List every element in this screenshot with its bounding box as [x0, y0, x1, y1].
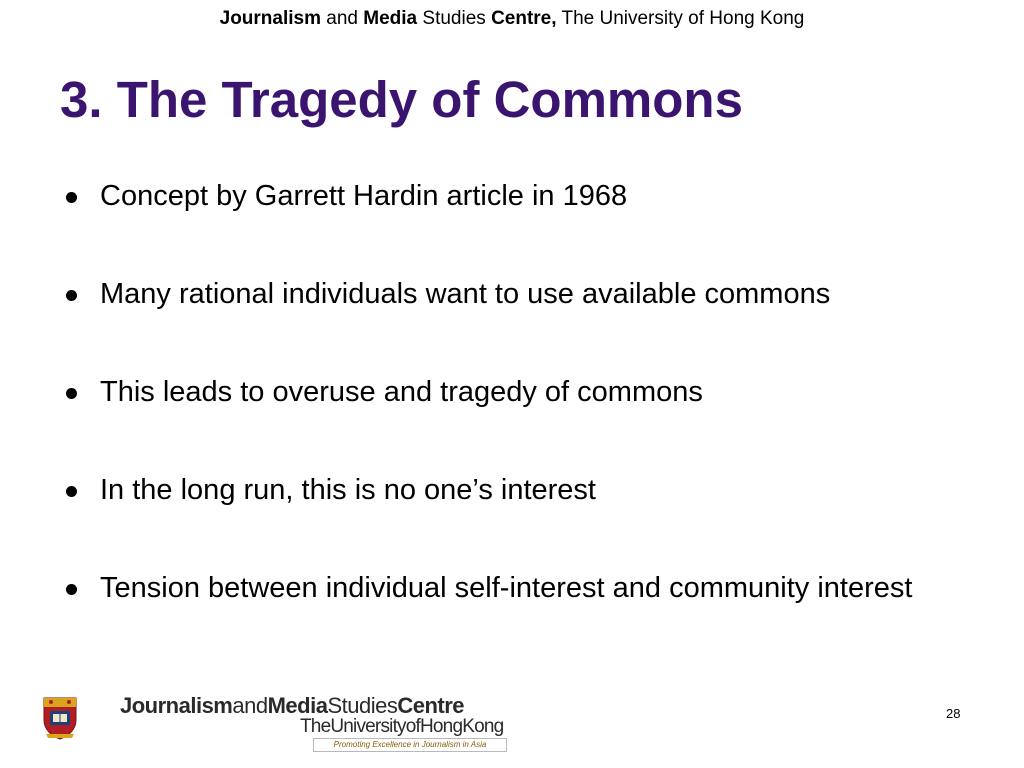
logo-part: Journalism [120, 693, 233, 718]
header-part: and [321, 8, 364, 29]
bullet-item [60, 568, 980, 666]
bullet-item [60, 470, 980, 568]
header-part: Studies [417, 8, 492, 29]
university-name: TheUniversityofHongKong [300, 716, 504, 737]
logo-part: Centre [397, 693, 465, 718]
bullet-dot-icon [66, 290, 77, 301]
header-part: Media [363, 8, 418, 29]
logo-part: and [232, 693, 268, 718]
bullet-dot-icon [66, 192, 77, 203]
header-part: The University of Hong Kong [556, 8, 805, 29]
slide-header [0, 8, 1024, 30]
bullet-dot-icon [66, 584, 77, 595]
university-crest-icon [42, 696, 78, 740]
bullet-text: In the long run, this is no one’s interest [100, 474, 596, 506]
bullet-text: Many rational individuals want to use available commons [100, 278, 831, 310]
bullet-list [60, 176, 980, 666]
bullet-text: This leads to overuse and tragedy of commons [100, 376, 703, 408]
logo-part: Studies [327, 693, 398, 718]
bullet-item [60, 274, 980, 372]
bullet-text: Tension between individual self-interest and community interest [100, 572, 913, 604]
bullet-item [60, 372, 980, 470]
page-number: 28 [946, 706, 961, 721]
bullet-dot-icon [66, 388, 77, 399]
slide-footer [0, 690, 1024, 768]
header-part: Journalism [219, 8, 321, 29]
bullet-item [60, 176, 980, 274]
logo-tagline: Promoting Excellence in Journalism in Asia [313, 738, 507, 752]
header-part: Centre, [491, 8, 557, 29]
bullet-text: Concept by Garrett Hardin article in 1968 [100, 180, 628, 212]
slide-title: 3. The Tragedy of Commons [60, 71, 743, 128]
bullet-dot-icon [66, 486, 77, 497]
logo-part: Media [267, 693, 328, 718]
